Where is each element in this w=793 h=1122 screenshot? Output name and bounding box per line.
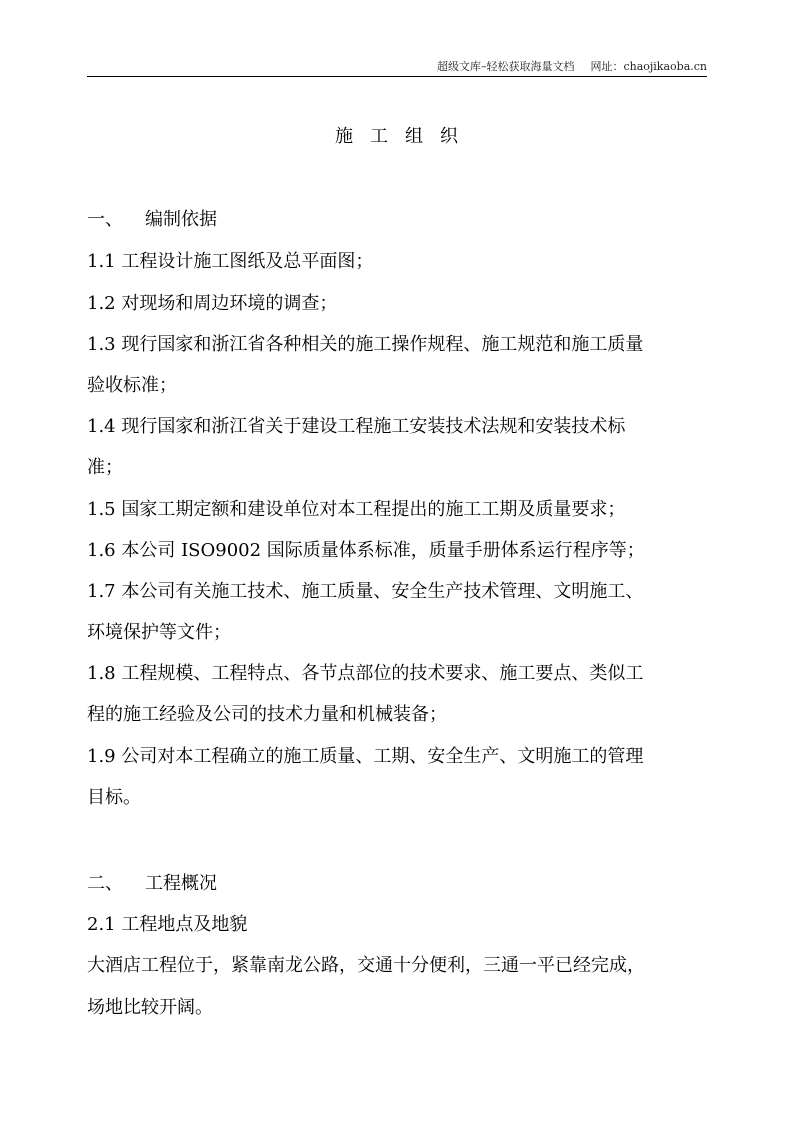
header-url-label: 网址：chaojikaoba.cn — [590, 60, 707, 73]
section-heading-2 — [87, 872, 217, 896]
paragraph-line: 环境保护等文件； — [87, 622, 231, 643]
paragraph-line: 目标。 — [87, 787, 141, 808]
section-heading-1 — [87, 208, 217, 232]
paragraph-line: 准； — [87, 457, 123, 478]
header-text — [437, 58, 707, 74]
paragraph-line: 1.7 本公司有关施工技术、施工质量、安全生产技术管理、文明施工、 — [87, 581, 644, 602]
section-title: 编制依据 — [145, 209, 217, 230]
paragraph-line: 验收标准； — [87, 375, 177, 396]
paragraph-line: 程的施工经验及公司的技术力量和机械装备； — [87, 704, 447, 725]
paragraph-line: 1.9 公司对本工程确立的施工质量、工期、安全生产、文明施工的管理 — [87, 746, 644, 767]
paragraph-line: 大酒店工程位于，紧靠南龙公路，交通十分便利，三通一平已经完成， — [87, 955, 645, 976]
paragraph-line: 1.1 工程设计施工图纸及总平面图； — [87, 251, 374, 272]
paragraph-line: 场地比较开阔。 — [87, 997, 213, 1018]
paragraph-line: 1.3 现行国家和浙江省各种相关的施工操作规程、施工规范和施工质量 — [87, 334, 644, 355]
document-title: 施工组织 — [335, 126, 475, 147]
paragraph-line: 1.5 国家工期定额和建设单位对本工程提出的施工工期及质量要求； — [87, 499, 626, 520]
section-number: 二、 — [87, 873, 123, 894]
header-site-label: 超级文库–轻松获取海量文档 — [436, 60, 575, 73]
page-header — [87, 56, 707, 77]
paragraph-line: 1.4 现行国家和浙江省关于建设工程施工安装技术法规和安装技术标 — [87, 416, 626, 437]
paragraph-line: 1.8 工程规模、工程特点、各节点部位的技术要求、施工要点、类似工 — [87, 663, 644, 684]
subsection-heading: 2.1 工程地点及地貌 — [87, 914, 248, 935]
paragraph-line: 1.6 本公司 ISO9002 国际质量体系标准，质量手册体系运行程序等； — [87, 540, 645, 561]
section-title: 工程概况 — [145, 873, 217, 894]
paragraph-line: 1.2 对现场和周边环境的调查； — [87, 293, 338, 314]
section-number: 一、 — [87, 209, 123, 230]
